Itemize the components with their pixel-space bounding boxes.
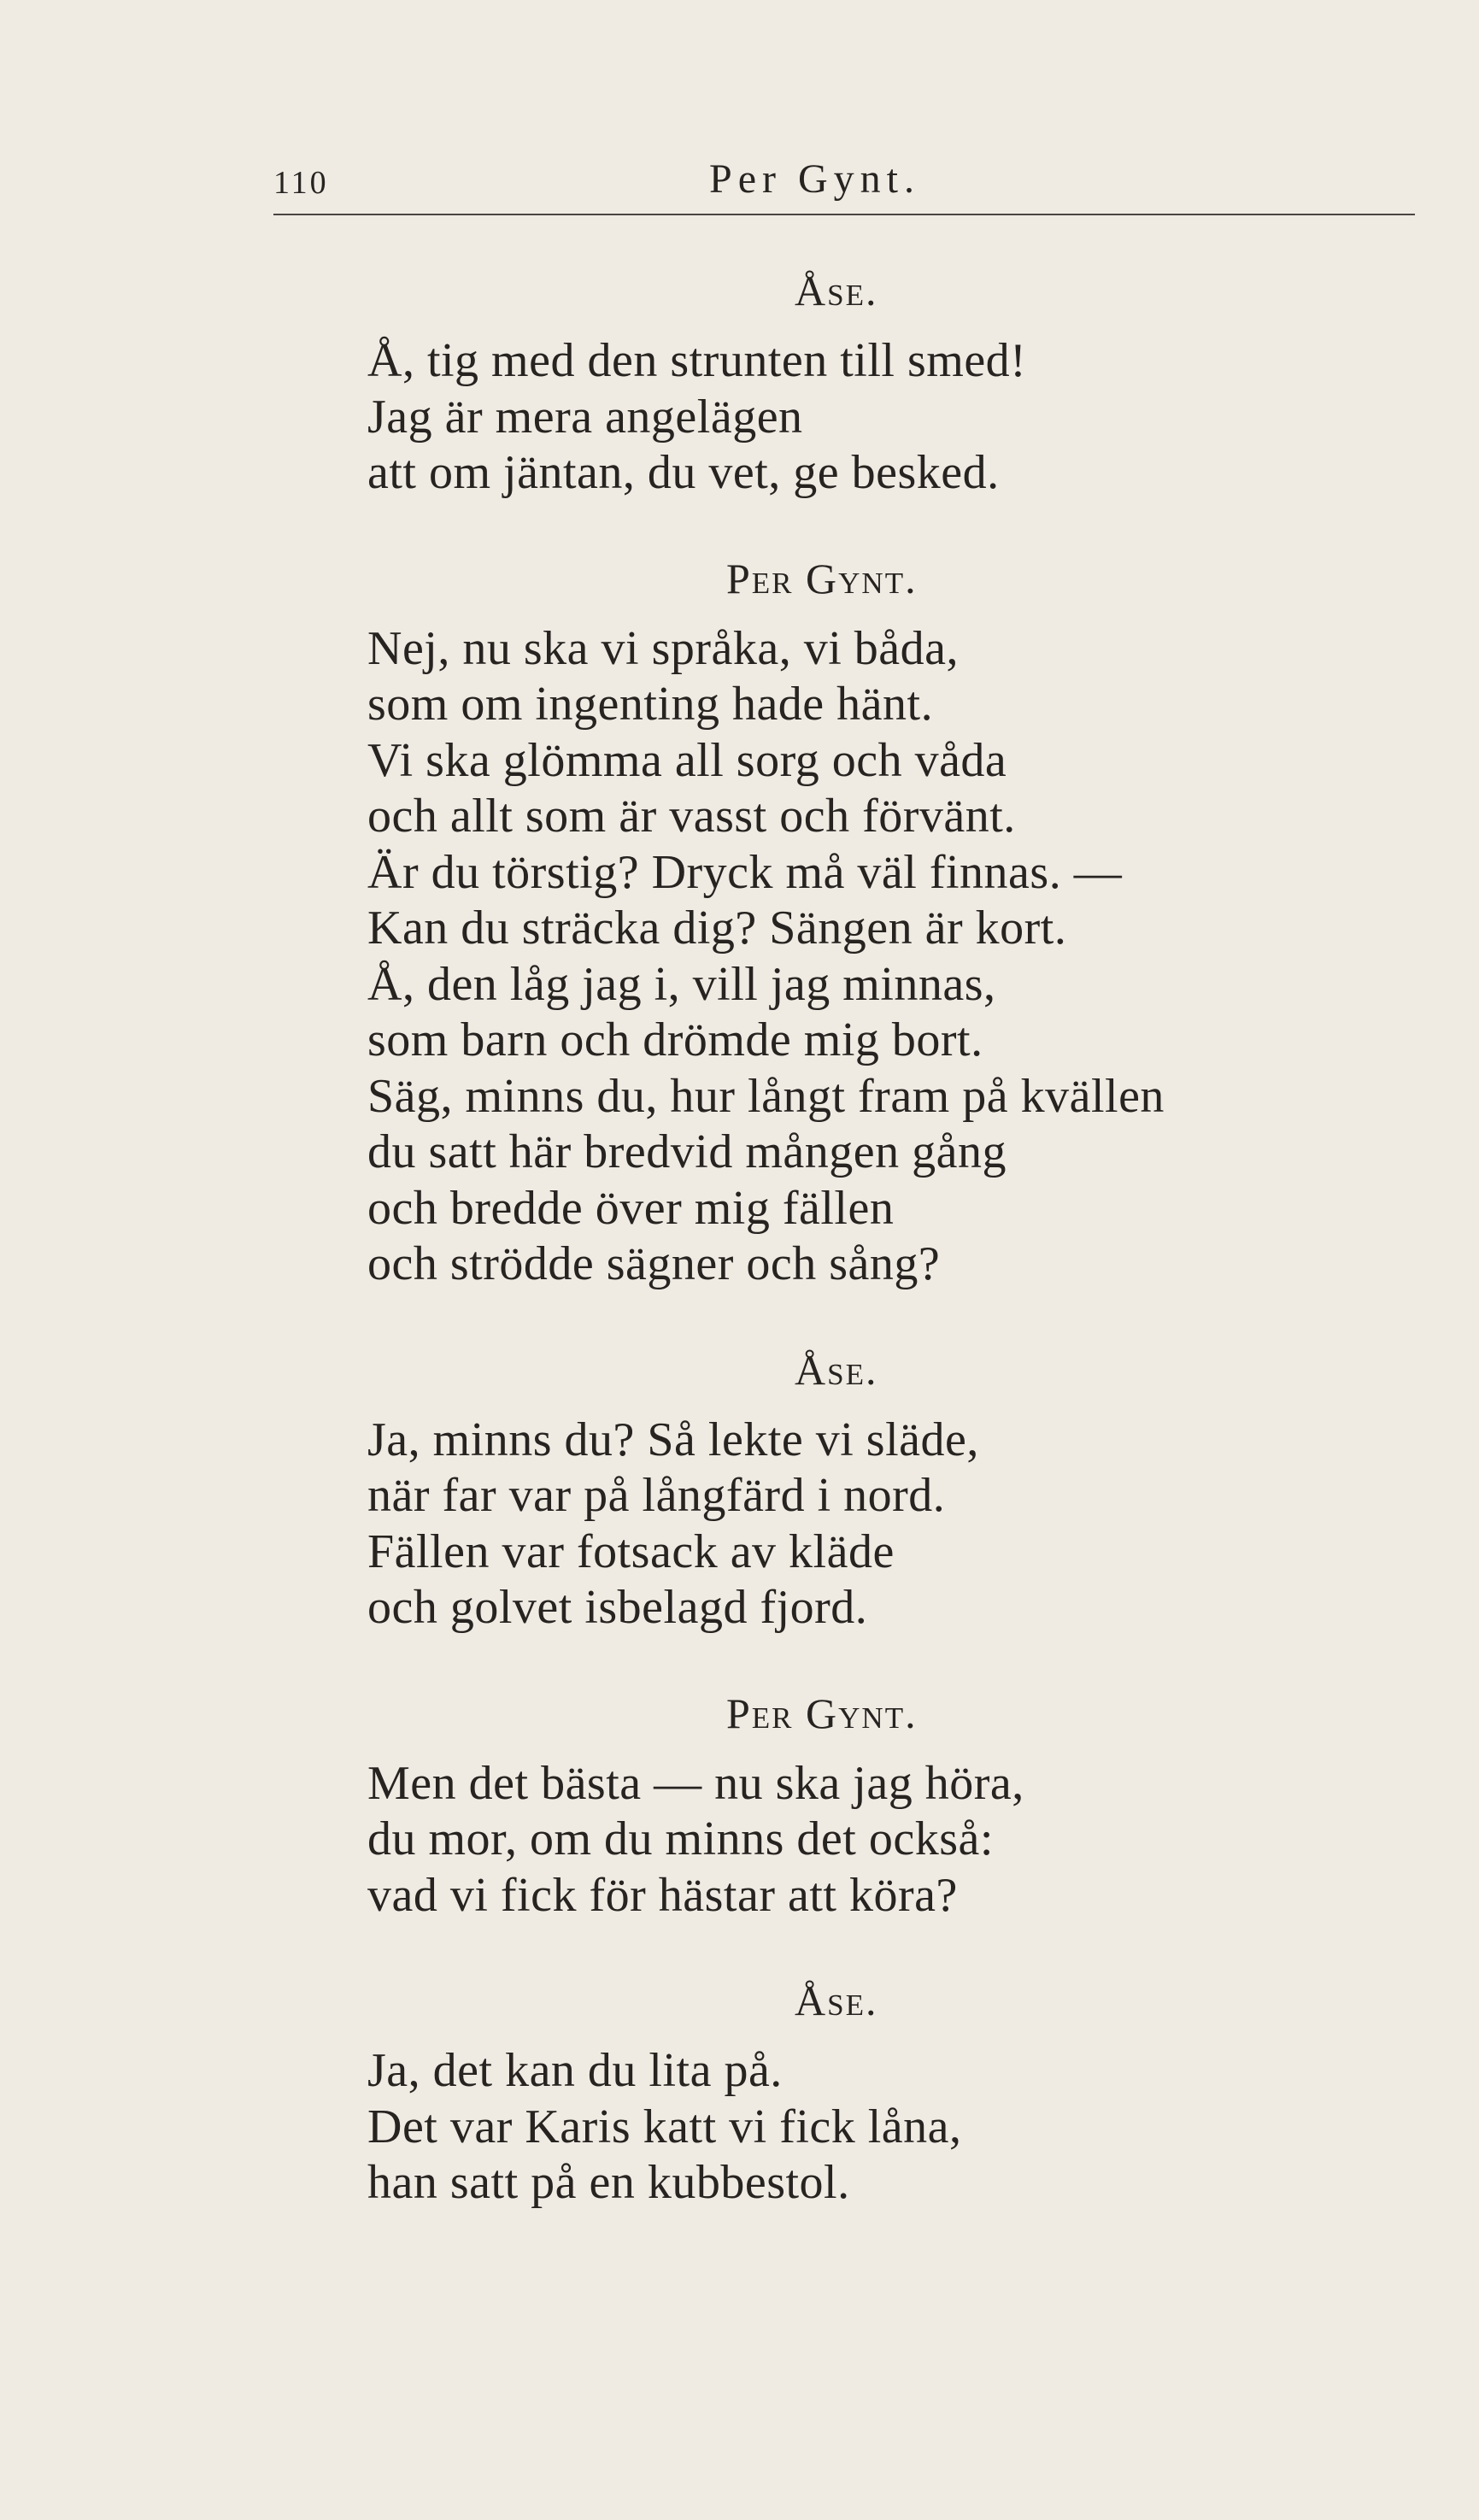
verse-line: Nej, nu ska vi språka, vi båda, (367, 621, 959, 675)
verse-line: och strödde sägner och sång? (367, 1237, 941, 1290)
verse-line: Men det bästa — nu ska jag höra, (367, 1756, 1024, 1810)
verse-line: Ja, det kan du lita på. (367, 2044, 783, 2097)
verse-line: och bredde över mig fällen (367, 1181, 895, 1235)
verse-line: Å, tig med den strunten till smed! (367, 334, 1027, 387)
verse-line: när far var på långfärd i nord. (367, 1469, 946, 1522)
speaker-name: Åse. (795, 267, 878, 314)
verse-line: att om jäntan, du vet, ge besked. (367, 446, 1000, 499)
verse-line: Är du törstig? Dryck må väl finnas. — (367, 845, 1123, 899)
verse-line: Ja, minns du? Så lekte vi släde, (367, 1413, 979, 1466)
verse-line: Å, den låg jag i, vill jag minnas, (367, 957, 996, 1011)
speaker-name: Åse. (795, 1345, 878, 1394)
verse-line: Kan du sträcka dig? Sängen är kort. (367, 902, 1067, 955)
page-number: 110 (273, 165, 329, 201)
verse-line: Det var Karis katt vi fick låna, (367, 2100, 962, 2153)
verse-line: som barn och drömde mig bort. (367, 1013, 983, 1066)
verse-line: du mor, om du minns det också: (367, 1812, 994, 1865)
stanza-gap (367, 502, 1393, 544)
running-title: Per Gynt. (709, 156, 920, 202)
speaker-name: Per Gynt. (726, 1689, 918, 1737)
dialogue-text (367, 256, 1393, 2212)
verse-line: Vi ska glömma all sorg och våda (367, 733, 1007, 787)
verse-line: och allt som är vasst och förvänt. (367, 790, 1016, 843)
stanza-gap (367, 1293, 1393, 1336)
stanza-gap (367, 1924, 1393, 1966)
verse-line: du satt här bredvid mången gång (367, 1125, 1007, 1178)
stanza-gap (367, 1636, 1393, 1679)
verse-line: vad vi fick för hästar att köra? (367, 1868, 958, 1922)
verse-line: och golvet isbelagd fjord. (367, 1581, 868, 1634)
verse-line: Fällen var fotsack av kläde (367, 1524, 895, 1578)
speaker-name: Per Gynt. (726, 554, 918, 602)
speaker-name: Åse. (795, 1977, 878, 2024)
verse-line: Säg, minns du, hur långt fram på kvällen (367, 1069, 1165, 1123)
verse-line: som om ingenting hade hänt. (367, 678, 934, 731)
verse-line: han satt på en kubbestol. (367, 2156, 850, 2209)
running-header (273, 156, 1415, 215)
verse-line: Jag är mera angelägen (367, 390, 803, 443)
